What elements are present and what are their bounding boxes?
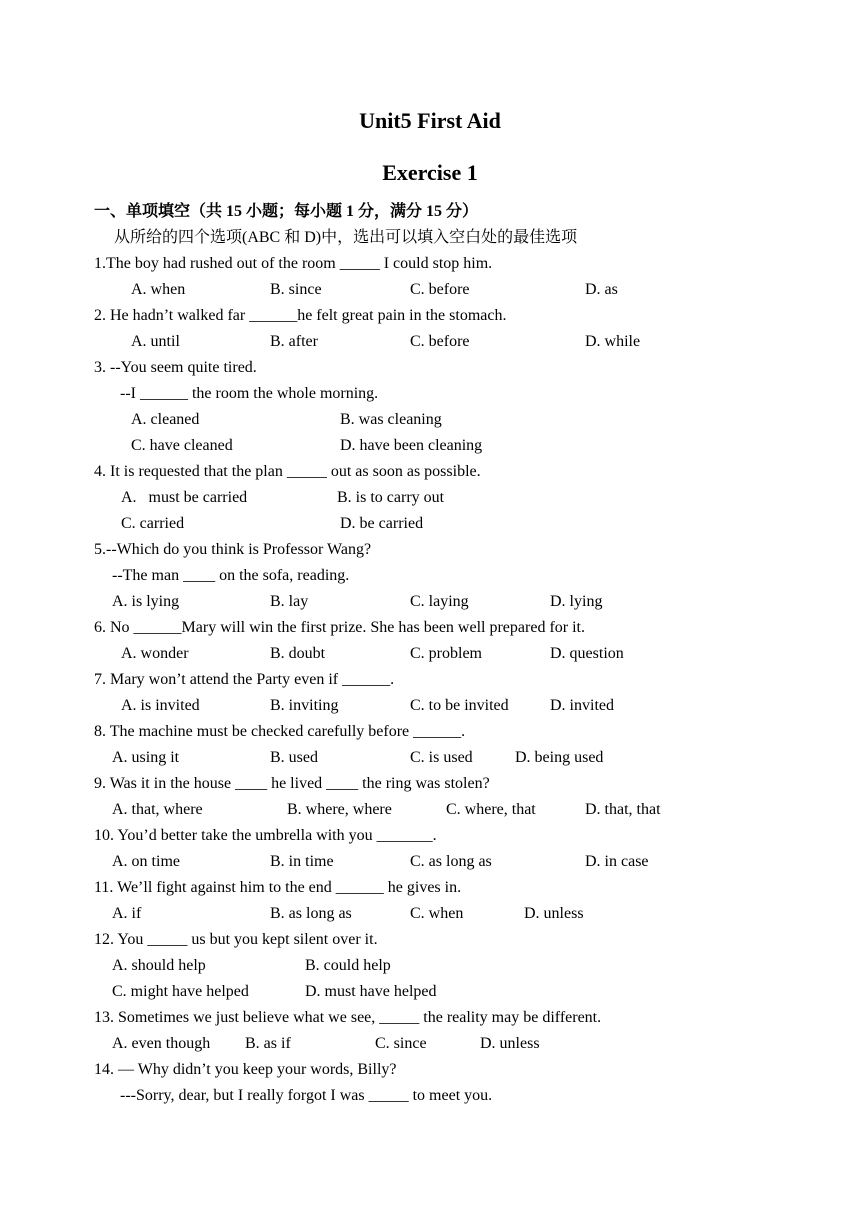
- option-b: B. in time: [270, 853, 334, 870]
- option-b: B. where, where: [287, 801, 392, 818]
- option-b: B. used: [270, 749, 318, 766]
- option-d: D. as: [585, 281, 618, 298]
- option-d: D. while: [585, 333, 641, 350]
- option-c: C. before: [410, 333, 470, 350]
- option-d: D. being used: [515, 749, 604, 766]
- option-a: A. that, where: [112, 801, 203, 818]
- option-d: D. question: [550, 645, 624, 662]
- option-a: A. using it: [112, 749, 180, 766]
- question-stem: 3. --You seem quite tired.: [94, 359, 257, 376]
- option-b: B. after: [270, 333, 318, 350]
- option-c: C. when: [410, 905, 464, 922]
- option-d: D. that, that: [585, 801, 661, 818]
- option-c: C. is used: [410, 749, 473, 766]
- option-a: A. is lying: [112, 593, 180, 610]
- option-c: C. carried: [121, 515, 185, 532]
- option-a: A. cleaned: [131, 411, 200, 428]
- option-d: D. invited: [550, 697, 614, 714]
- option-b: B. as if: [245, 1035, 291, 1052]
- option-d: D. lying: [550, 593, 603, 610]
- option-c: C. might have helped: [112, 983, 249, 1000]
- option-c: C. where, that: [446, 801, 536, 818]
- option-b: B. as long as: [270, 905, 352, 922]
- question-stem: 7. Mary won’t attend the Party even if ______.: [94, 671, 395, 688]
- option-b: B. since: [270, 281, 322, 298]
- option-c: C. as long as: [410, 853, 492, 870]
- option-b: B. could help: [305, 957, 391, 974]
- option-a: A. must be carried: [121, 489, 248, 506]
- section-instruction: 从所给的四个选项(ABC 和 D)中，选出可以填入空白处的最佳选项: [114, 229, 578, 246]
- option-c: C. to be invited: [410, 697, 509, 714]
- option-a: A. until: [131, 333, 180, 350]
- question-stem: 8. The machine must be checked carefully before ______.: [94, 723, 466, 740]
- question-stem: 11. We’ll fight against him to the end ______ he gives in.: [94, 879, 462, 896]
- option-a: A. if: [112, 905, 142, 922]
- option-d: D. be carried: [340, 515, 424, 532]
- question-stem: 13. Sometimes we just believe what we see, _____ the reality may be different.: [94, 1009, 602, 1026]
- option-c: C. problem: [410, 645, 482, 662]
- question-stem: 9. Was it in the house ____ he lived ____ the ring was stolen?: [94, 775, 490, 792]
- option-a: A. even though: [112, 1035, 211, 1052]
- section-heading: 一、单项填空（共 15 小题；每小题 1 分，满分 15 分）: [94, 203, 479, 220]
- option-a: A. when: [131, 281, 186, 298]
- option-b: B. inviting: [270, 697, 339, 714]
- option-c: C. have cleaned: [131, 437, 233, 454]
- option-a: A. is invited: [121, 697, 200, 714]
- option-c: C. before: [410, 281, 470, 298]
- option-a: A. should help: [112, 957, 206, 974]
- question-stem: 5.--Which do you think is Professor Wang?: [94, 541, 372, 558]
- question-stem: 6. No ______Mary will win the first prize. She has been well prepared for it.: [94, 619, 585, 636]
- option-d: D. have been cleaning: [340, 437, 483, 454]
- option-a: A. wonder: [121, 645, 189, 662]
- question-stem-line-2: --I ______ the room the whole morning.: [120, 385, 379, 402]
- option-d: D. unless: [480, 1035, 540, 1052]
- option-b: B. is to carry out: [337, 489, 445, 506]
- option-d: D. in case: [585, 853, 649, 870]
- option-a: A. on time: [112, 853, 180, 870]
- option-d: D. unless: [524, 905, 584, 922]
- option-c: C. since: [375, 1035, 427, 1052]
- question-stem: 12. You _____ us but you kept silent over it.: [94, 931, 378, 948]
- option-c: C. laying: [410, 593, 469, 610]
- option-b: B. was cleaning: [340, 411, 442, 428]
- option-d: D. must have helped: [305, 983, 437, 1000]
- question-stem-line-2: --The man ____ on the sofa, reading.: [112, 567, 350, 584]
- question-stem: 14. — Why didn’t you keep your words, Billy?: [94, 1061, 397, 1078]
- question-stem: 1.The boy had rushed out of the room _____ I could stop him.: [94, 255, 493, 272]
- question-stem: 2. He hadn’t walked far ______he felt great pain in the stomach.: [94, 307, 507, 324]
- option-b: B. lay: [270, 593, 309, 610]
- unit-title: Unit5 First Aid: [359, 108, 501, 133]
- question-stem-line-2: ---Sorry, dear, but I really forgot I was _____ to meet you.: [120, 1087, 493, 1104]
- option-b: B. doubt: [270, 645, 326, 662]
- exercise-title: Exercise 1: [382, 160, 478, 185]
- question-stem: 4. It is requested that the plan _____ out as soon as possible.: [94, 463, 481, 480]
- question-stem: 10. You’d better take the umbrella with you _______.: [94, 827, 437, 844]
